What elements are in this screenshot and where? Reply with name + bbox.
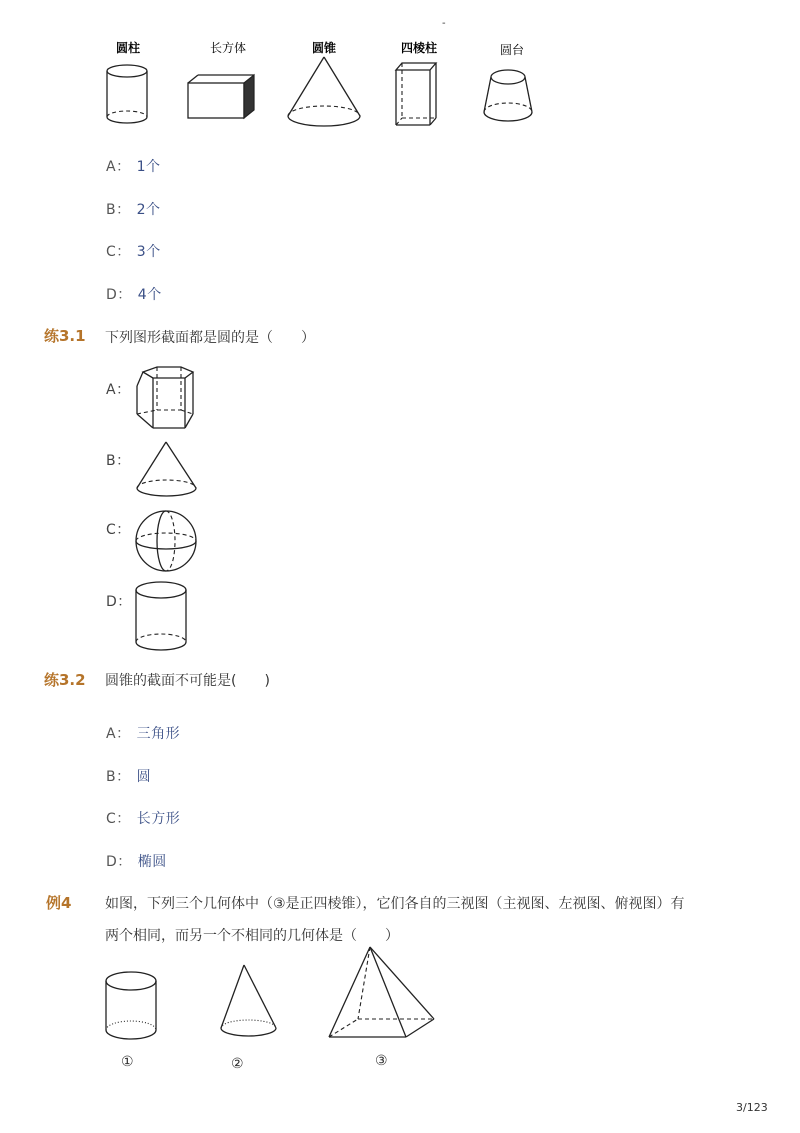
option-key: C： — [106, 811, 131, 827]
cylinder-icon — [133, 580, 191, 654]
option-c[interactable] — [106, 241, 161, 261]
option-a[interactable] — [106, 156, 161, 176]
option-value: 圆 — [136, 769, 152, 785]
option-b[interactable] — [106, 199, 161, 219]
exercise-tag: 练3.1 — [44, 327, 86, 345]
figure-label-2: ② — [231, 1056, 244, 1072]
square-prism-icon — [392, 60, 440, 130]
option-key: A： — [106, 159, 131, 175]
option-d[interactable] — [106, 284, 162, 304]
cuboid-icon — [186, 72, 258, 122]
solid-label-cylinder: 圆柱 — [115, 41, 140, 55]
option-value: 3个 — [136, 244, 161, 260]
cone-icon — [134, 440, 200, 500]
option-key: D： — [106, 287, 132, 303]
cylinder-icon — [100, 62, 156, 128]
cylinder-icon — [103, 970, 161, 1044]
sphere-icon — [134, 509, 200, 575]
top-dash: - — [442, 18, 446, 29]
exercise-question: 圆锥的截面不可能是( ) — [105, 673, 270, 689]
option-b[interactable] — [106, 766, 151, 786]
option-value: 三角形 — [136, 726, 181, 742]
exercise-tag: 练3.2 — [44, 671, 86, 689]
hexagonal-prism-icon — [133, 366, 197, 432]
exercise-question: 下列图形截面都是圆的是（ ） — [105, 330, 315, 346]
option-key: B： — [106, 769, 131, 785]
solid-label-frustum: 圆台 — [499, 43, 524, 57]
example-question-line2: 两个相同，而另一个不相同的几何体是（ ） — [105, 928, 399, 944]
ex31-option-b-key[interactable]: B： — [106, 453, 131, 469]
example-question-line1: 如图，下列三个几何体中（③是正四棱锥），它们各自的三视图（主视图、左视图、俯视图）有 — [105, 896, 685, 912]
frustum-icon — [480, 66, 538, 128]
option-value: 2个 — [136, 202, 161, 218]
cone-icon — [218, 962, 280, 1044]
option-value: 椭圆 — [137, 854, 167, 870]
option-key: D： — [106, 854, 132, 870]
page-number: 3/123 — [736, 1101, 768, 1114]
example-tag: 例4 — [46, 894, 72, 912]
solid-label-square-prism: 四棱柱 — [400, 41, 437, 55]
figure-label-1: ① — [121, 1054, 134, 1070]
option-value: 长方形 — [136, 811, 181, 827]
option-value: 1个 — [136, 159, 161, 175]
ex31-option-c-key[interactable]: C： — [106, 522, 131, 538]
solid-label-cone: 圆锥 — [311, 41, 336, 55]
figure-label-3: ③ — [375, 1053, 388, 1069]
option-c[interactable] — [106, 808, 180, 828]
option-value: 4个 — [137, 287, 162, 303]
option-a[interactable] — [106, 723, 180, 743]
square-pyramid-icon — [326, 944, 440, 1044]
ex31-option-a-key[interactable]: A： — [106, 382, 131, 398]
option-key: A： — [106, 726, 131, 742]
option-key: C： — [106, 244, 131, 260]
cone-icon — [284, 54, 364, 130]
option-d[interactable] — [106, 851, 167, 871]
ex31-option-d-key[interactable]: D： — [106, 594, 132, 610]
option-key: B： — [106, 202, 131, 218]
solid-label-cuboid: 长方体 — [209, 41, 246, 55]
